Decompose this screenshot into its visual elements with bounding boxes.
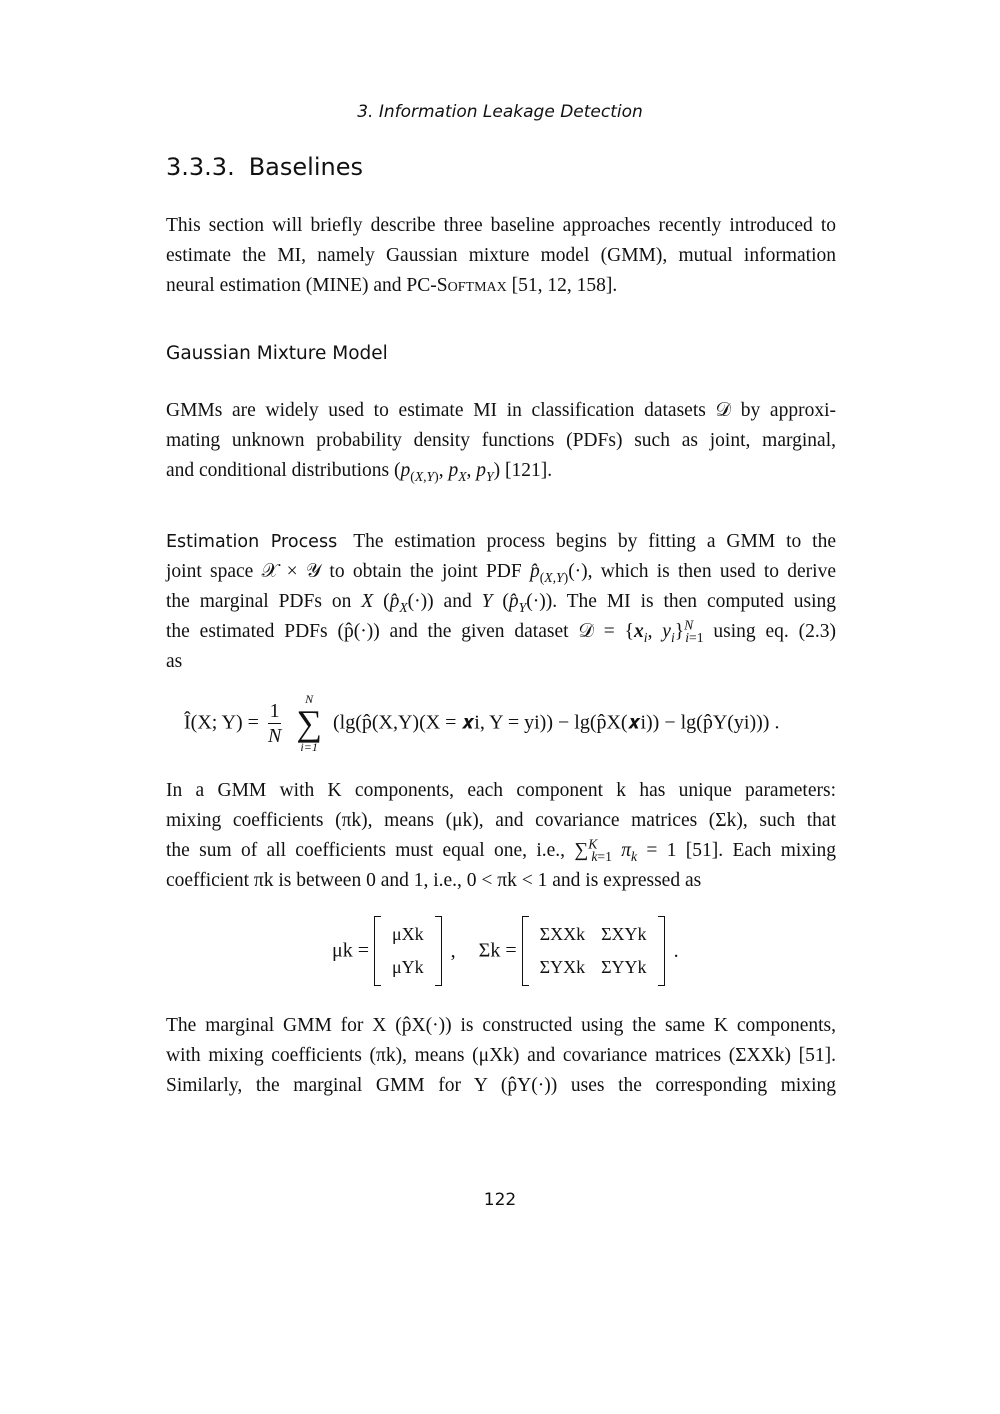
mu-lhs: μk = (332, 939, 370, 962)
estimation-line-4: the estimated PDFs (p̂(·)) and the given dataset 𝒟 = {$x_i$, $y_i\}^N_{i=1}$ using eq. (2.3) (166, 617, 837, 645)
gmm-line-3: and conditional distributions ($p_{(X,Y)}$, $p_X$, $p_Y$) [121]. (166, 460, 553, 484)
mi-equation-lhs: Î(X; Y) = (184, 711, 259, 734)
mi-equation-body: (lg(p̂(X,Y)(X = 𝒙i, Y = yi)) − lg(p̂X(𝒙i)) − lg(p̂Y(yi))) . (332, 711, 780, 734)
gmm-line-1: GMMs are widely used to estimate MI in classification datasets 𝒟 by approxi- (166, 400, 836, 421)
page-number: 122 (483, 1190, 517, 1210)
sigma-matrix: ΣXXk ΣXYk ΣYXk ΣYYk (522, 916, 665, 986)
estimation-paragraph (166, 527, 836, 677)
sigma-lhs: Σk = (478, 939, 517, 962)
intro-line-3: neural estimation (MINE) and PC-Softmax [51, 12, 158]. (166, 275, 618, 296)
estimation-line-3: the marginal PDFs on X $(p̂_X(\cdot))$ and Y $(p̂_Y(\cdot))$. The MI is then computed using (166, 591, 837, 615)
marginal-line-1: The marginal GMM for X (p̂X(·)) is constructed using the same K components, (166, 1015, 836, 1036)
subsection-heading: Gaussian Mixture Model (166, 343, 388, 364)
estimation-line-1: Estimation Process The estimation process begins by fitting a GMM to the (166, 531, 836, 552)
components-line-2: mixing coefficients (πk), means (μk), and covariance matrices (Σk), such that (166, 810, 836, 831)
components-line-4: coefficient πk is between 0 and 1, i.e., 0 < πk < 1 and is expressed as (166, 870, 702, 891)
components-line-1: In a GMM with K components, each component k has unique parameters: (166, 780, 836, 801)
section-heading (166, 153, 363, 181)
estimation-line-2: joint space 𝒳 × 𝒴 to obtain the joint PDF $p̂_{(X,Y)}(\cdot)$, which is then used to derive (166, 561, 836, 585)
parameter-equation: μk = μXk μYk , Σk = ΣXXk ΣXYk ΣYXk ΣYYk . (332, 916, 679, 986)
section-number: 3.3.3. (166, 153, 235, 181)
intro-paragraph (166, 211, 836, 301)
gmm-line-2: mating unknown probability density functions (PDFs) such as joint, marginal, (166, 430, 836, 451)
gmm-paragraph (166, 396, 836, 486)
components-line-3: the sum of all coefficients must equal one, i.e., ∑$^K_{k=1}$ $\pi_k = 1$ [51]. Each mixing (166, 836, 836, 864)
components-paragraph (166, 776, 836, 896)
estimation-line-5: as (166, 651, 183, 672)
intro-line-2: estimate the MI, namely Gaussian mixture model (GMM), mutual information (166, 245, 836, 266)
marginal-paragraph (166, 1011, 836, 1101)
section-title: Baselines (248, 153, 363, 181)
mi-fraction: $\frac{1}{N}$ (267, 699, 282, 747)
mu-vector: μXk μYk (374, 916, 442, 986)
mi-equation (184, 692, 779, 754)
marginal-line-2: with mixing coefficients (πk), means (μXk) and covariance matrices (ΣXXk) [51]. (166, 1045, 836, 1066)
running-head: 3. Information Leakage Detection (357, 102, 643, 122)
mi-sum: N ∑ i=1 (296, 692, 322, 754)
marginal-line-3: Similarly, the marginal GMM for Y (p̂Y(·)) uses the corresponding mixing (166, 1075, 836, 1096)
estimation-heading: Estimation Process (166, 532, 338, 552)
intro-line-1: This section will briefly describe three baseline approaches recently introduced to (166, 215, 836, 236)
